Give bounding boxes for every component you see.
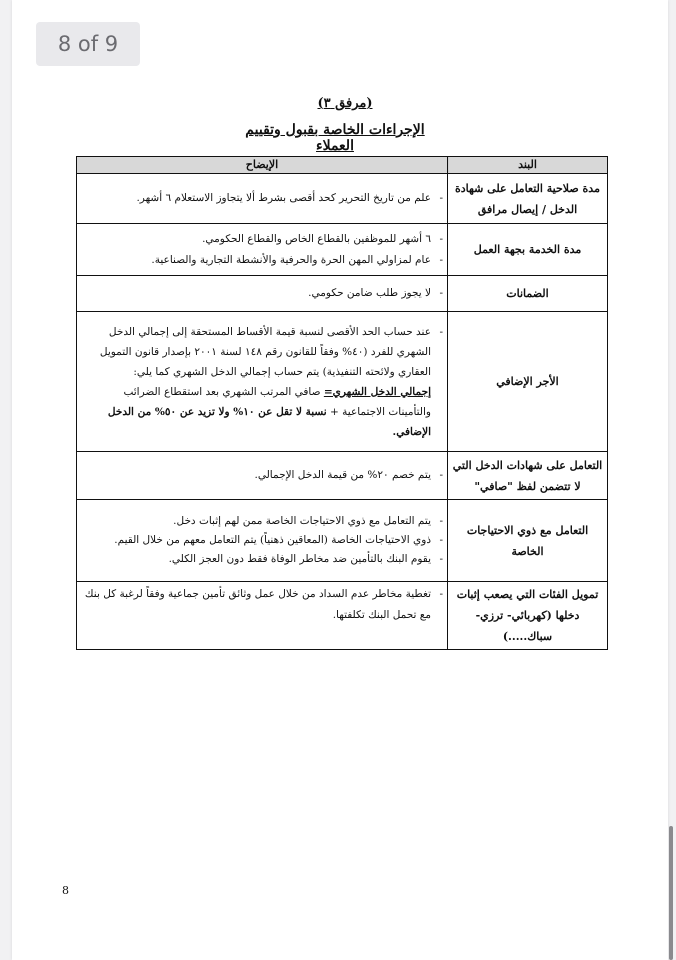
- document-title: الإجراءات الخاصة بقبول وتقييم العملاء: [245, 122, 425, 154]
- row-description: [77, 224, 448, 276]
- row-description: [77, 500, 448, 582]
- table-row: [77, 582, 608, 650]
- bullet-line: - تغطية مخاطر عدم السداد من خلال عمل وثائق تأمين جماعية وفقاً لرغبة كل بنك مع تحمل البنك تكلفتها.: [81, 584, 443, 626]
- vertical-scrollbar[interactable]: [669, 826, 673, 960]
- formula-label: إجمالي الدخل الشهري=: [323, 385, 431, 398]
- bullet-line: - ذوي الاحتياجات الخاصة (المعاقين ذهنياً) يتم التعامل معهم من خلال القيم.: [81, 531, 443, 550]
- row-description: [77, 276, 448, 312]
- page-counter-badge: 8 of 9: [36, 22, 140, 66]
- page-number: 8: [62, 884, 69, 897]
- income-rule-intro: عند حساب الحد الأقصى لنسبة قيمة الأقساط المستحقة إلى إجمالي الدخل الشهري للفرد (٤٠% وفقاً للقانون رقم ١٤٨ لسنة ٢٠٠١ بإصدار قانون التمويل العقاري ولائحته التنفيذية) يتم حساب إجمالي الدخل الشهري كما يلي:: [99, 325, 431, 378]
- table-row: [77, 312, 608, 452]
- row-description: [77, 452, 448, 500]
- table-row: [77, 276, 608, 312]
- bullet-line: - لا يجوز طلب ضامن حكومي.: [81, 283, 443, 304]
- table-header-row: [77, 157, 608, 174]
- row-description: [77, 582, 448, 650]
- formula-bold-text: نسبة لا تقل عن ١٠% ولا تزيد عن ٥٠% من الدخل الإضافي.: [107, 405, 431, 438]
- annex-title: (مرفق ٣): [317, 96, 373, 111]
- bullet-line: - ٦ أشهر للموظفين بالقطاع الخاص والقطاع الحكومي.: [81, 229, 443, 250]
- table-row: [77, 500, 608, 582]
- bullet-line: - يتم التعامل مع ذوي الاحتياجات الخاصة ممن لهم إثبات دخل.: [81, 512, 443, 531]
- bullet-line: - عام لمزاولي المهن الحرة والحرفية والأنشطة التجارية والصناعية.: [81, 250, 443, 271]
- row-item-label: الضمانات: [448, 276, 608, 312]
- row-item-label: التعامل مع ذوي الاحتياجات الخاصة: [448, 500, 608, 582]
- bullet-line: - يتم خصم ٢٠% من قيمة الدخل الإجمالي.: [81, 465, 443, 486]
- procedures-table: [76, 156, 608, 650]
- row-item-label: التعامل على شهادات الدخل التي لا تتضمن لفظ "صافي": [448, 452, 608, 500]
- table-row: [77, 452, 608, 500]
- row-item-label: مدة الخدمة بجهة العمل: [448, 224, 608, 276]
- bullet-line: - يقوم البنك بالتأمين ضد مخاطر الوفاة فقط دون العجز الكلي.: [81, 550, 443, 569]
- column-header-description: الإيضاح: [77, 157, 448, 174]
- row-description: [77, 312, 448, 452]
- table-row: [77, 174, 608, 224]
- column-header-item: البند: [448, 157, 608, 174]
- row-description: [77, 174, 448, 224]
- row-item-label: تمويل الفئات التي يصعب إثبات دخلها (كهربائي- ترزي- سباك.....): [448, 582, 608, 650]
- bullet-line: - علم من تاريخ التحرير كحد أقصى بشرط ألا يتجاوز الاستعلام ٦ أشهر.: [81, 188, 443, 209]
- formula-text: صافي المرتب الشهري بعد استقطاع الضرائب والتأمينات الاجتماعية +: [123, 385, 431, 418]
- row-item-label: الأجر الإضافي: [448, 312, 608, 452]
- row-item-label: مدة صلاحية التعامل على شهادة الدخل / إيصال مرافق: [448, 174, 608, 224]
- table-row: [77, 224, 608, 276]
- bullet-line: [81, 322, 443, 442]
